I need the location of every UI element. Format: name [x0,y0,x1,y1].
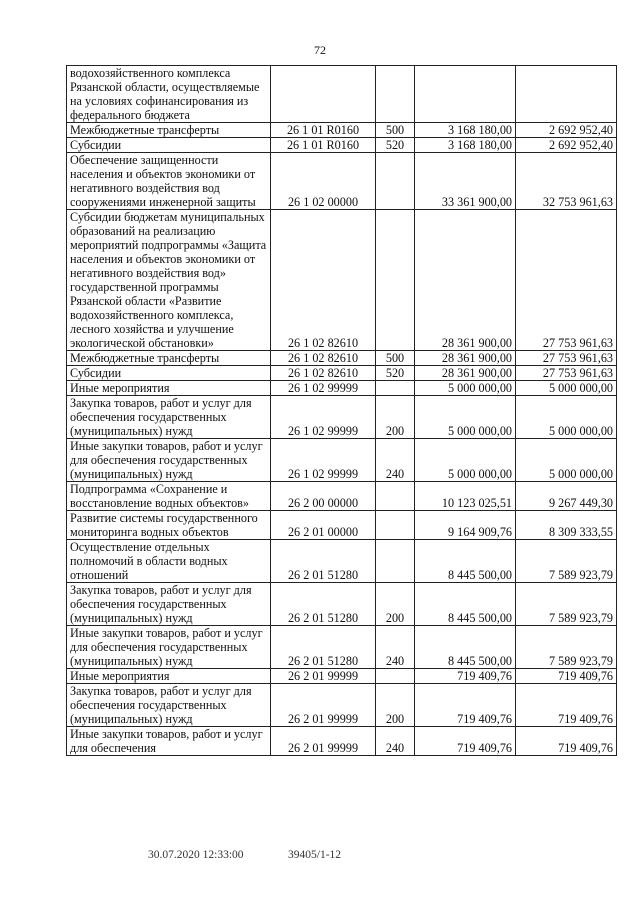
table-row [67,351,617,366]
row-executed-amount-cell: 27 753 961,63 [516,210,617,351]
row-code-cell: 26 2 01 99999 [271,684,376,727]
table-row [67,66,617,123]
table-row [67,511,617,540]
row-executed-amount-cell: 27 753 961,63 [516,351,617,366]
row-code-cell: 26 1 02 82610 [271,366,376,381]
row-executed-amount-cell: 27 753 961,63 [516,366,617,381]
row-executed-amount-cell: 5 000 000,00 [516,396,617,439]
row-planned-amount-cell: 3 168 180,00 [415,123,516,138]
row-code-cell: 26 2 01 51280 [271,626,376,669]
row-expense-type-cell [376,66,415,123]
row-executed-amount-cell: 32 753 961,63 [516,153,617,210]
row-name-cell: Закупка товаров, работ и услуг для обеспечения государственных (муниципальных) нужд [67,684,271,727]
table-row [67,210,617,351]
row-expense-type-cell: 200 [376,583,415,626]
row-planned-amount-cell: 28 361 900,00 [415,210,516,351]
row-executed-amount-cell: 719 409,76 [516,727,617,756]
row-code-cell: 26 1 02 82610 [271,210,376,351]
row-code-cell: 26 1 02 00000 [271,153,376,210]
table-row [67,482,617,511]
row-executed-amount-cell: 2 692 952,40 [516,138,617,153]
row-planned-amount-cell: 8 445 500,00 [415,540,516,583]
row-executed-amount-cell: 5 000 000,00 [516,381,617,396]
row-code-cell: 26 2 01 99999 [271,669,376,684]
table-row [67,583,617,626]
row-executed-amount-cell [516,66,617,123]
row-planned-amount-cell: 719 409,76 [415,727,516,756]
row-expense-type-cell: 200 [376,684,415,727]
row-name-cell: Подпрограмма «Сохранение и восстановление водных объектов» [67,482,271,511]
row-planned-amount-cell: 33 361 900,00 [415,153,516,210]
budget-table [66,65,617,756]
row-expense-type-cell [376,669,415,684]
row-name-cell: Иные закупки товаров, работ и услуг для обеспечения государственных (муниципальных) нужд [67,626,271,669]
row-planned-amount-cell: 5 000 000,00 [415,396,516,439]
row-code-cell: 26 2 01 51280 [271,540,376,583]
row-name-cell: Закупка товаров, работ и услуг для обеспечения государственных (муниципальных) нужд [67,583,271,626]
table-row [67,381,617,396]
row-name-cell: Иные мероприятия [67,669,271,684]
row-planned-amount-cell: 3 168 180,00 [415,138,516,153]
row-expense-type-cell: 200 [376,396,415,439]
footer-doc-id: 39405/1-12 [288,849,342,861]
row-planned-amount-cell: 719 409,76 [415,669,516,684]
row-name-cell: Развитие системы государственного мониторинга водных объектов [67,511,271,540]
row-code-cell: 26 2 01 99999 [271,727,376,756]
row-planned-amount-cell: 10 123 025,51 [415,482,516,511]
table-row [67,684,617,727]
row-executed-amount-cell: 7 589 923,79 [516,583,617,626]
row-name-cell: Закупка товаров, работ и услуг для обеспечения государственных (муниципальных) нужд [67,396,271,439]
row-executed-amount-cell: 8 309 333,55 [516,511,617,540]
row-name-cell: Субсидии [67,366,271,381]
row-expense-type-cell [376,482,415,511]
row-executed-amount-cell: 719 409,76 [516,684,617,727]
footer-timestamp: 30.07.2020 12:33:00 [148,849,244,861]
row-code-cell: 26 1 02 99999 [271,439,376,482]
row-expense-type-cell [376,511,415,540]
row-expense-type-cell [376,540,415,583]
row-code-cell: 26 2 01 51280 [271,583,376,626]
row-planned-amount-cell: 28 361 900,00 [415,351,516,366]
row-code-cell [271,66,376,123]
table-row [67,153,617,210]
row-planned-amount-cell [415,66,516,123]
table-row [67,396,617,439]
row-name-cell: водохозяйственного комплекса Рязанской области, осуществляемые на условиях софинансирования из федерального бюджета [67,66,271,123]
row-name-cell: Осуществление отдельных полномочий в области водных отношений [67,540,271,583]
table-row [67,626,617,669]
row-expense-type-cell: 240 [376,727,415,756]
table-row [67,138,617,153]
row-expense-type-cell: 520 [376,366,415,381]
row-planned-amount-cell: 719 409,76 [415,684,516,727]
row-code-cell: 26 1 02 99999 [271,396,376,439]
table-row [67,366,617,381]
row-planned-amount-cell: 9 164 909,76 [415,511,516,540]
row-name-cell: Обеспечение защищенности населения и объектов экономики от негативного воздействия вод сооружениями инженерной защиты [67,153,271,210]
row-name-cell: Субсидии [67,138,271,153]
row-executed-amount-cell: 9 267 449,30 [516,482,617,511]
row-expense-type-cell: 500 [376,351,415,366]
table-row [67,669,617,684]
table-row [67,540,617,583]
table-row [67,727,617,756]
row-executed-amount-cell: 7 589 923,79 [516,540,617,583]
row-expense-type-cell: 240 [376,626,415,669]
row-planned-amount-cell: 8 445 500,00 [415,626,516,669]
row-name-cell: Субсидии бюджетам муниципальных образований на реализацию мероприятий подпрограммы «Защита населения и объектов экономики от негативного воздействия вод» государственной программы Рязанской области «Развитие водохозяйственного комплекса, лесного хозяйства и улучшение экологической обстановки» [67,210,271,351]
row-code-cell: 26 2 00 00000 [271,482,376,511]
row-planned-amount-cell: 8 445 500,00 [415,583,516,626]
row-expense-type-cell: 240 [376,439,415,482]
row-code-cell: 26 1 02 82610 [271,351,376,366]
table-row [67,123,617,138]
row-code-cell: 26 1 02 99999 [271,381,376,396]
row-planned-amount-cell: 5 000 000,00 [415,439,516,482]
row-code-cell: 26 1 01 R0160 [271,123,376,138]
row-code-cell: 26 1 01 R0160 [271,138,376,153]
row-executed-amount-cell: 5 000 000,00 [516,439,617,482]
row-name-cell: Иные закупки товаров, работ и услуг для обеспечения государственных (муниципальных) нужд [67,439,271,482]
page-number: 72 [314,43,326,57]
table-row [67,439,617,482]
row-name-cell: Иные закупки товаров, работ и услуг для обеспечения [67,727,271,756]
row-executed-amount-cell: 7 589 923,79 [516,626,617,669]
row-name-cell: Межбюджетные трансферты [67,123,271,138]
row-planned-amount-cell: 28 361 900,00 [415,366,516,381]
row-expense-type-cell: 520 [376,138,415,153]
row-expense-type-cell [376,381,415,396]
row-planned-amount-cell: 5 000 000,00 [415,381,516,396]
row-expense-type-cell: 500 [376,123,415,138]
row-executed-amount-cell: 2 692 952,40 [516,123,617,138]
row-executed-amount-cell: 719 409,76 [516,669,617,684]
row-name-cell: Иные мероприятия [67,381,271,396]
row-expense-type-cell [376,153,415,210]
row-name-cell: Межбюджетные трансферты [67,351,271,366]
row-expense-type-cell [376,210,415,351]
row-code-cell: 26 2 01 00000 [271,511,376,540]
